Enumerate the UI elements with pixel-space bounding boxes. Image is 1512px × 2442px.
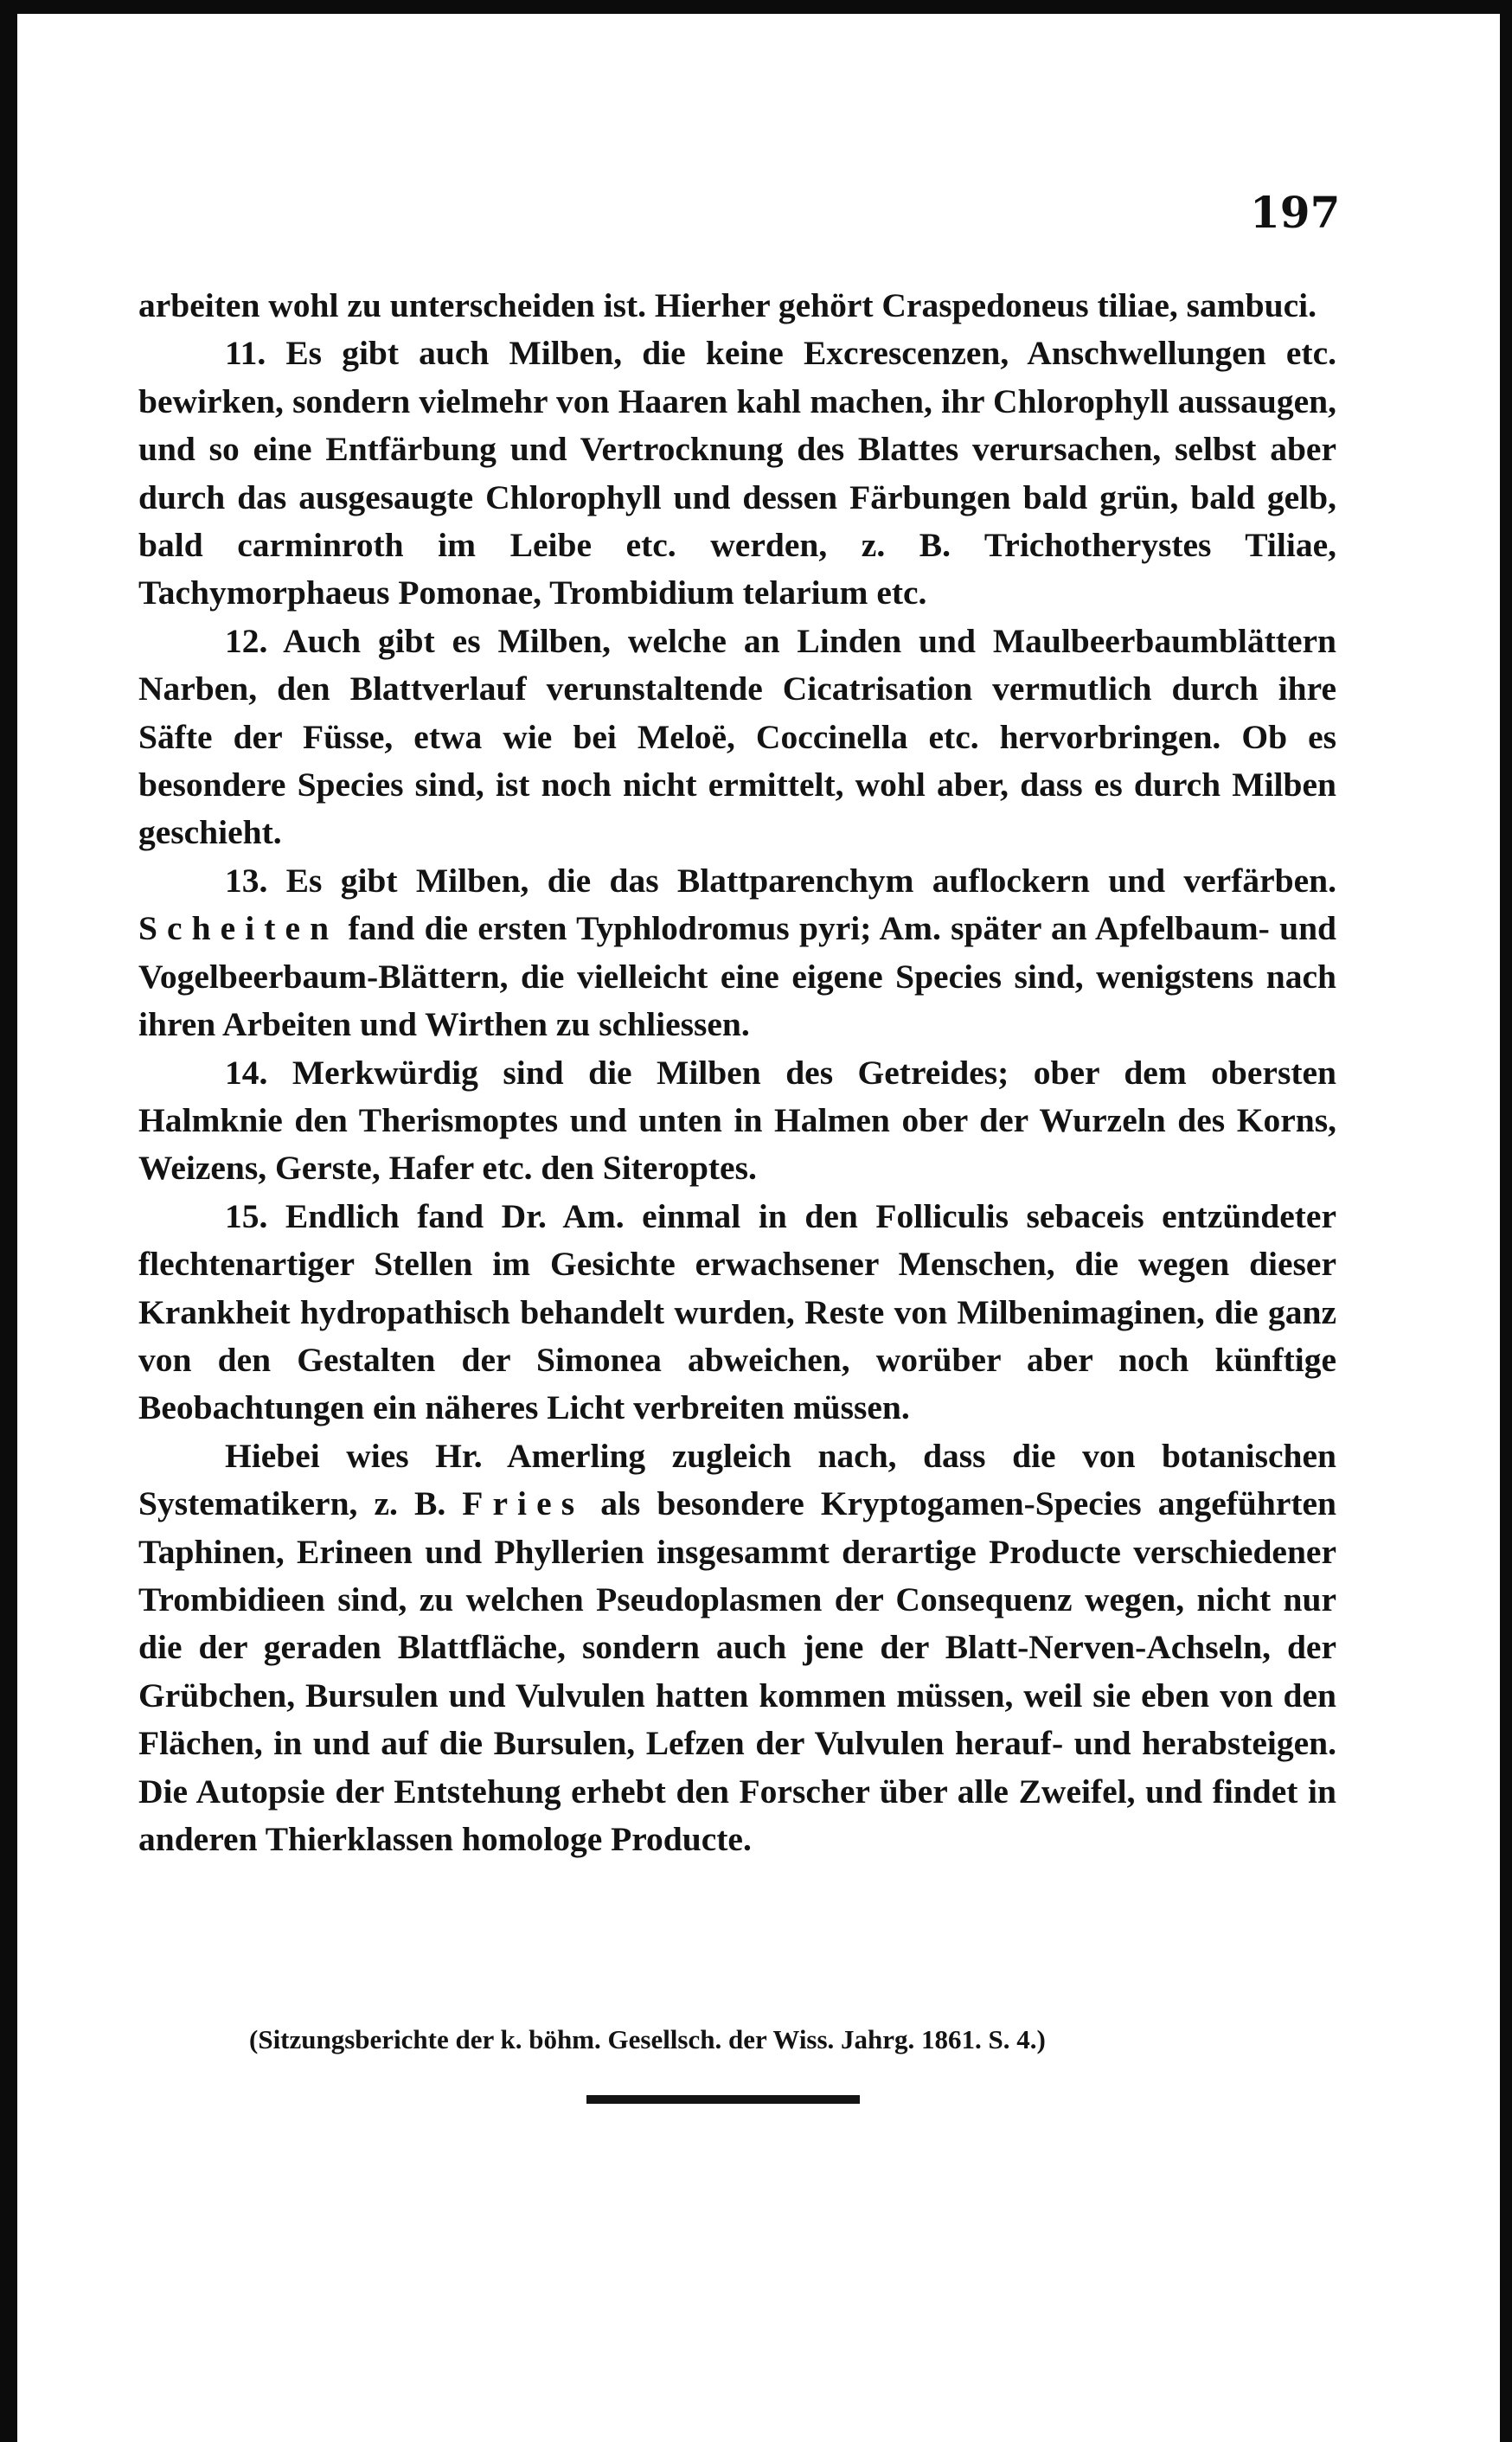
- body-text: [138, 282, 1336, 1863]
- paragraph-11: 11. Es gibt auch Milben, die keine Excrescenzen, Anschwellungen etc. bewirken, sondern vielmehr von Haaren kahl machen, ihr Chlorophyll aussaugen, und so eine Entfärbung und Vertrocknung des Blattes verursachen, selbst aber durch das ausgesaugte Chlorophyll und dessen Färbungen bald grün, bald gelb, bald carminroth im Leibe etc. werden, z. B. Trichotherystes Tiliae, Tachymorphaeus Pomonae, Trombidium telarium etc.: [138, 334, 1336, 612]
- paragraph-13: [138, 857, 1336, 1049]
- paragraph-13-text: fand die ersten Typhlodromus pyri; Am. später an Apfelbaum- und Vogelbeerbaum-Blättern, die vielleicht eine eigene Species sind, wenigstens nach ihren Arbeiten und Wirthen zu schliessen.: [138, 909, 1337, 1044]
- paragraph-13-lead: 13. Es gibt Milben, die das Blattparenchym auflockern und verfärben.: [225, 861, 1336, 900]
- scan-edge-right: [1500, 0, 1512, 2442]
- paragraph-15: 15. Endlich fand Dr. Am. einmal in den Folliculis sebaceis entzündeter flechtenartiger Stellen im Gesichte erwachsener Menschen, die wegen dieser Krankheit hydropathisch behandelt wurden, Reste von Milbenimaginen, die ganz von den Gestalten der Simonea abweichen, worüber aber noch künftige Beobachtungen ein näheres Licht verbreiten müssen.: [138, 1196, 1336, 1427]
- page-number: 197: [1250, 187, 1341, 238]
- book-page: [17, 14, 1500, 2442]
- paragraph-continuation: arbeiten wohl zu unterscheiden ist. Hierher gehört Craspedoneus tiliae, sambuci.: [138, 286, 1317, 324]
- author-name-scheiten: Scheiten: [138, 909, 339, 948]
- paragraph-12: 12. Auch gibt es Milben, welche an Linden und Maulbeerbaumblättern Narben, den Blattverlauf verunstaltende Cicatrisation vermutlich durch ihre Säfte der Füsse, etwa wie bei Meloë, Coccinella etc. hervorbringen. Ob es besondere Species sind, ist noch nicht ermittelt, wohl aber, dass es durch Milben geschieht.: [138, 621, 1336, 852]
- scan-edge-left: [0, 0, 17, 2442]
- paragraph-closing: [138, 1433, 1336, 1864]
- scan-edge-top: [0, 0, 1512, 14]
- citation: (Sitzungsberichte der k. böhm. Gesellsch. der Wiss. Jahrg. 1861. S. 4.): [249, 2024, 1046, 2054]
- section-end-rule: [586, 2095, 860, 2104]
- author-name-fries: Fries: [462, 1484, 585, 1523]
- paragraph-14: 14. Merkwürdig sind die Milben des Getreides; ober dem obersten Halmknie den Therismoptes und unten in Halmen ober der Wurzeln des Korns, Weizens, Gerste, Hafer etc. den Siteroptes.: [138, 1053, 1336, 1188]
- paragraph-closing-lead: Hiebei wies Hr. Amerling zugleich nach, dass die von botanischen Systematikern, z. B.: [138, 1436, 1336, 1523]
- paragraph-closing-text: als besondere Kryptogamen-Species angeführten Taphinen, Erineen und Phyllerien insgesammt derartige Producte verschiedener Trombidieen sind, zu welchen Pseudoplasmen der Consequenz wegen, nicht nur die der geraden Blattfläche, sondern auch jene der Blatt-Nerven-Achseln, der Grübchen, Bursulen und Vulvulen hatten kommen müssen, weil sie eben von den Flächen, in und auf die Bursulen, Lefzen der Vulvulen herauf- und herabsteigen. Die Autopsie der Entstehung erhebt den Forscher über alle Zweifel, und findet in anderen Thierklassen homologe Producte.: [138, 1484, 1337, 1858]
